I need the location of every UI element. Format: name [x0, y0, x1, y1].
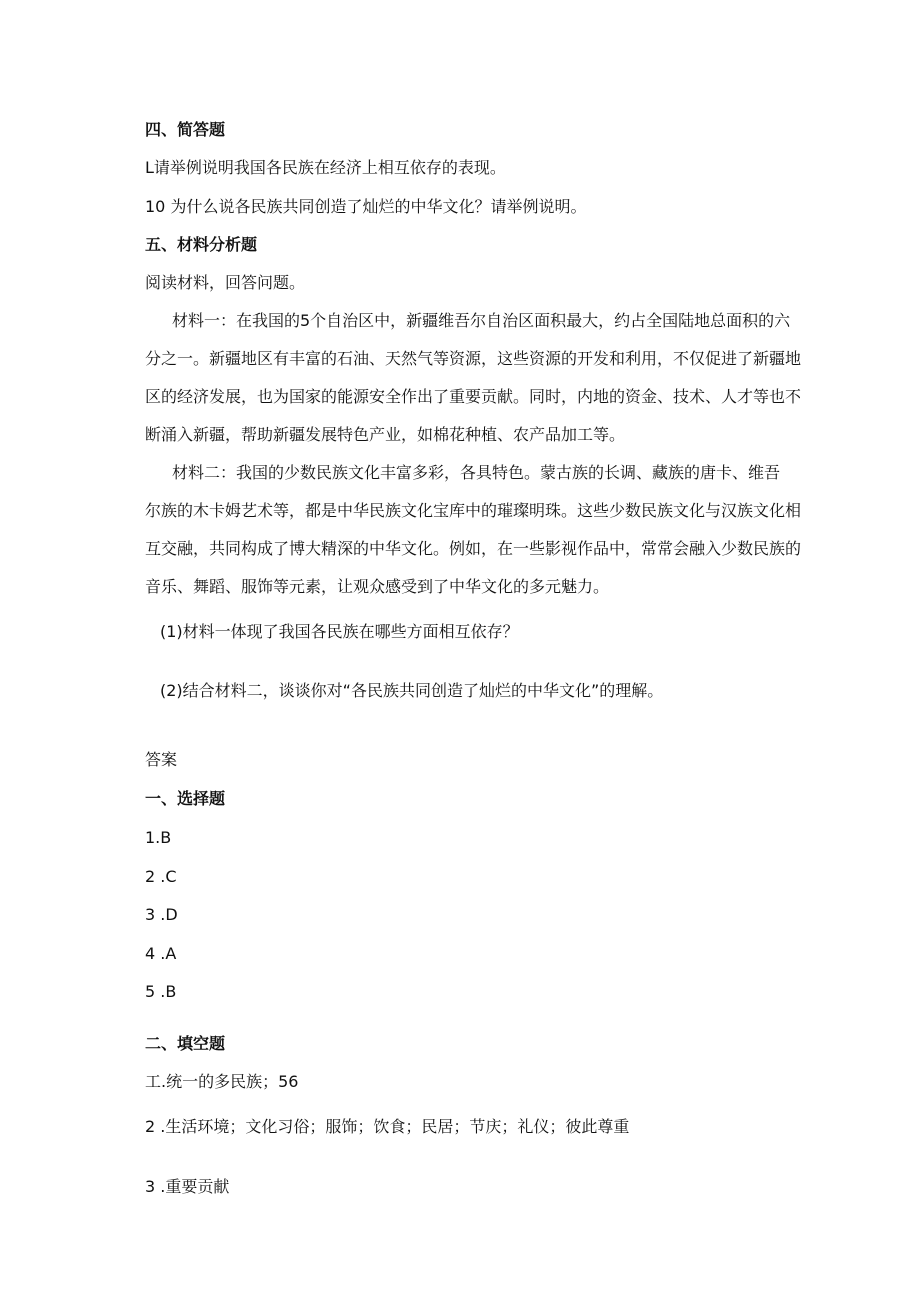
choice-answer-1: 1.B	[145, 828, 172, 847]
material2-line-3: 互交融，共同构成了博大精深的中华文化。例如，在一些影视作品中，常常会融入少数民族的	[145, 539, 802, 558]
question-1: L请举例说明我国各民族在经济上相互依存的表现。	[145, 158, 506, 177]
choice-section-title: 一、选择题	[145, 789, 226, 808]
fill-answer-1: 工.统一的多民族；56	[145, 1072, 299, 1091]
answers-heading: 答案	[145, 750, 178, 769]
material1-line-2: 分之一。新疆地区有丰富的石油、天然气等资源，这些资源的开发和利用，不仅促进了新疆地	[145, 349, 802, 368]
material2-line-1: 材料二：我国的少数民族文化丰富多彩，各具特色。蒙古族的长调、藏族的唐卡、维吾	[172, 463, 781, 482]
fill-answer-2: 2 .生活环境；文化习俗；服饰；饮食；民居；节庆；礼仪；彼此尊重	[145, 1117, 630, 1136]
sub-question-1: (1)材料一体现了我国各民族在哪些方面相互依存？	[160, 622, 519, 641]
section5-title: 五、材料分析题	[145, 235, 258, 254]
section4-title: 四、简答题	[145, 120, 226, 139]
material1-line-4: 断涌入新疆，帮助新疆发展特色产业，如棉花种植、农产品加工等。	[145, 425, 626, 444]
choice-answer-5: 5 .B	[145, 982, 177, 1001]
material1-line-3: 区的经济发展，也为国家的能源安全作出了重要贡献。同时，内地的资金、技术、人才等也不	[145, 387, 802, 406]
choice-answer-2: 2 .C	[145, 867, 177, 886]
reading-intro: 阅读材料，回答问题。	[145, 273, 306, 292]
material2-line-4: 音乐、舞蹈、服饰等元素，让观众感受到了中华文化的多元魅力。	[145, 577, 610, 596]
material1-line-1: 材料一：在我国的5个自治区中，新疆维吾尔自治区面积最大，约占全国陆地总面积的六	[172, 311, 791, 330]
choice-answer-3: 3 .D	[145, 905, 178, 924]
question-2: 10 为什么说各民族共同创造了灿烂的中华文化？请举例说明。	[145, 197, 587, 216]
fill-answer-3: 3 .重要贡献	[145, 1177, 230, 1196]
choice-answer-4: 4 .A	[145, 944, 177, 963]
sub-question-2: (2)结合材料二，谈谈你对“各民族共同创造了灿烂的中华文化”的理解。	[160, 681, 664, 700]
material2-line-2: 尔族的木卡姆艺术等，都是中华民族文化宝库中的璀璨明珠。这些少数民族文化与汉族文化相	[145, 501, 802, 520]
fill-section-title: 二、填空题	[145, 1034, 226, 1053]
